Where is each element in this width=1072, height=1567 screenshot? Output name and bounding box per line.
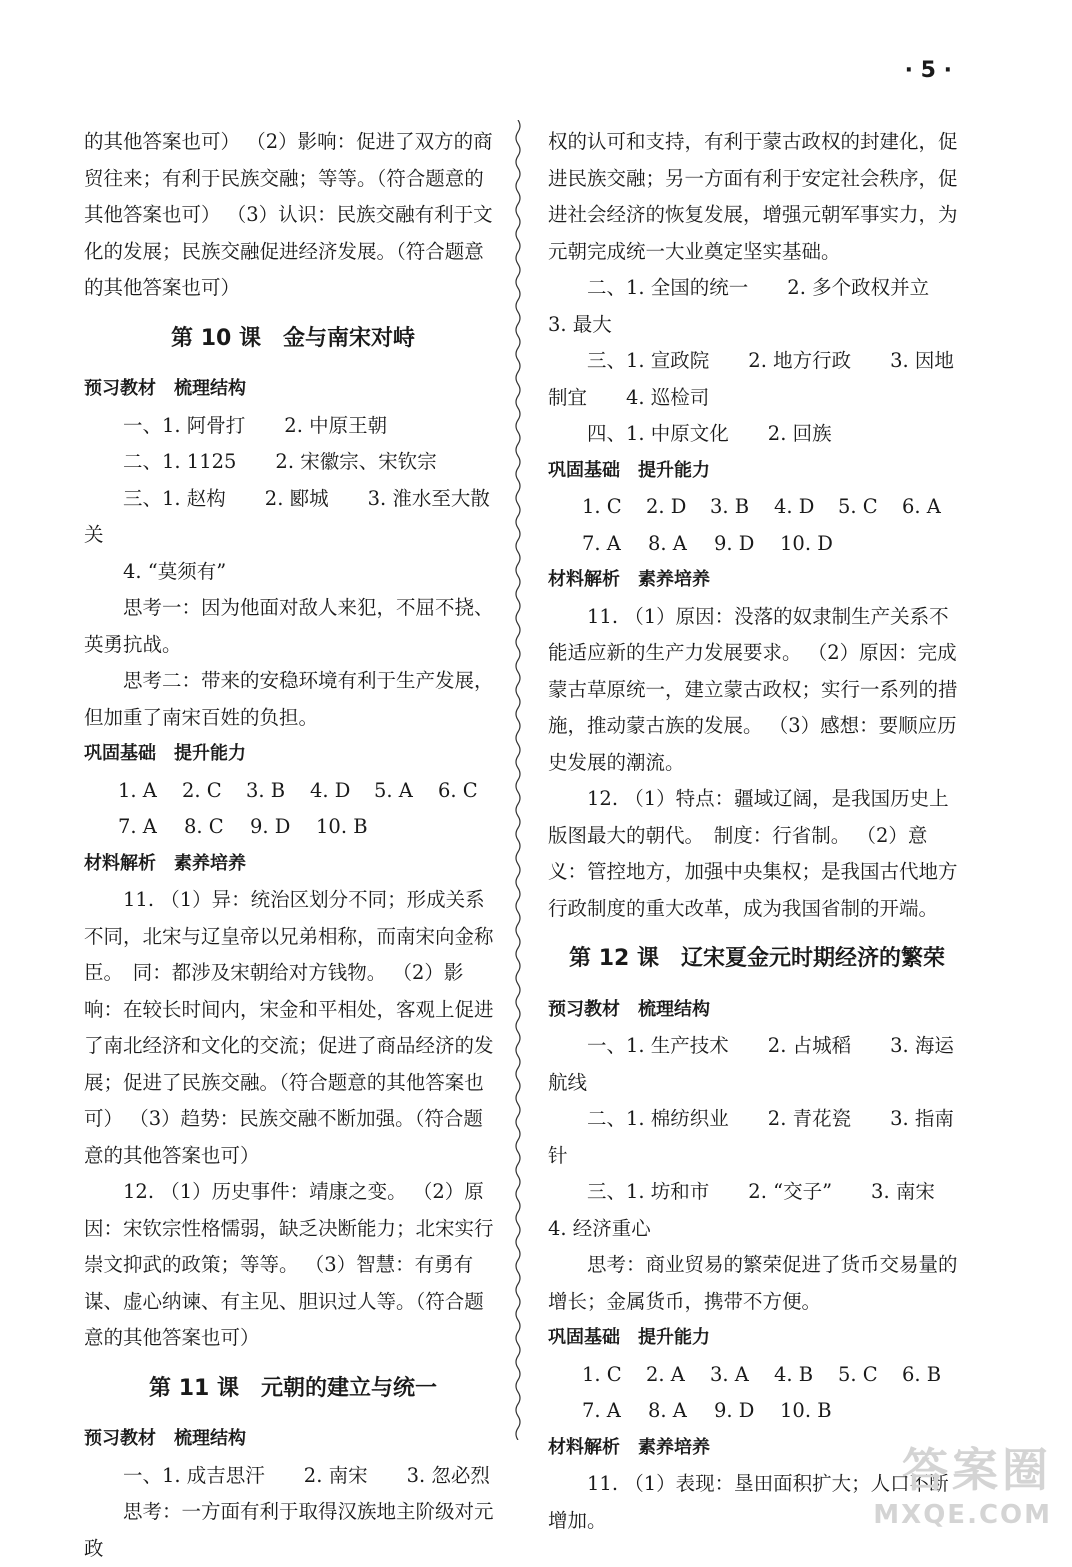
answer-line: 二、1. 1125 2. 宋徽宗、宋钦宗 xyxy=(123,450,437,473)
choice-answer: 5. C xyxy=(838,495,878,518)
section-heading-analysis: 材料解析 素养培养 xyxy=(548,1436,710,1458)
choice-answer: 8. A xyxy=(648,1399,687,1422)
choice-answer: 9. D xyxy=(714,1399,755,1422)
lesson-12-title: 第 12 课 辽宋夏金元时期经济的繁荣 xyxy=(569,946,945,971)
choice-answer: 2. D xyxy=(646,495,687,518)
choice-answer: 10. B xyxy=(316,815,368,838)
section-heading-preview: 预习教材 梳理结构 xyxy=(548,998,710,1020)
section-heading-preview: 预习教材 梳理结构 xyxy=(84,378,246,399)
answer-line: 一、1. 阿骨打 2. 中原王朝 xyxy=(123,413,388,437)
choice-answer: 1. C xyxy=(582,1362,622,1386)
answer-line: 三、1. 坊和市 2. “交子” 3. 南宋 xyxy=(587,1180,935,1203)
question-12-answer: 12. （1）特点：疆域辽阔，是我国历史上版图最大的朝代。 制度：行省制。 （2）意义：管控地方，加强中央集权；是我国古代地方行政制度的重大改革，成为我国省制的开端。 xyxy=(548,787,958,920)
answer-line: 4. “莫须有” xyxy=(123,559,227,583)
choice-answer: 2. C xyxy=(182,778,222,802)
lesson-11-title: 第 11 课 元朝的建立与统一 xyxy=(149,1375,437,1401)
question-12-answer: 12. （1）历史事件：靖康之变。 （2）原因：宋钦宗性格懦弱，缺乏决断能力；北宋实行崇文抑武的政策；等等。 （3）智慧：有勇有谋、虚心纳谏、有主见、胆识过人等。（符合题意的其他答案也可） xyxy=(84,1180,494,1349)
choice-answer: 9. D xyxy=(714,531,755,555)
answer-line: 二、1. 全国的统一 2. 多个政权并立 xyxy=(587,276,930,299)
section-heading-preview: 预习教材 梳理结构 xyxy=(84,1428,246,1449)
choice-answer: 2. A xyxy=(646,1362,685,1386)
choice-answer: 1. A xyxy=(118,778,157,802)
choice-answer: 7. A xyxy=(118,815,157,838)
choice-answer: 6. B xyxy=(902,1362,942,1386)
continued-answer: 的其他答案也可） （2）影响：促进了双方的商贸往来；有利于民族交融；等等。（符合题意的其他答案也可） （3）认识：民族交融有利于文化的发展；民族交融促进经济发展。（符合题意的其他答案也可） xyxy=(84,130,493,299)
thinking-answer: 思考：商业贸易的繁荣促进了货币交易量的增长；金属货币，携带不方便。 xyxy=(548,1253,958,1313)
thinking-answer: 思考二：带来的安稳环境有利于生产发展，但加重了南宋百姓的负担。 xyxy=(84,669,494,729)
thinking-answer: 思考一：因为他面对敌人来犯，不屈不挠、英勇抗战。 xyxy=(84,596,494,656)
choice-answer: 4. B xyxy=(774,1362,814,1386)
answer-line: 三、1. 宣政院 2. 地方行政 3. 因地制宜 4. 巡检司 xyxy=(548,349,954,409)
choice-answer: 10. D xyxy=(780,531,833,555)
choice-answers-row xyxy=(548,489,966,526)
choice-answer: 6. C xyxy=(438,778,478,802)
answer-line: 四、1. 中原文化 2. 回族 xyxy=(587,422,832,445)
column-divider xyxy=(512,120,524,1440)
answer-line: 三、1. 赵构 2. 郾城 3. 淮水至大散关 xyxy=(84,486,490,546)
question-11-answer: 11. （1）表现：垦田面积扩大；人口不断增加。 xyxy=(548,1472,949,1532)
section-heading-analysis: 材料解析 素养培养 xyxy=(84,852,246,874)
choice-answer: 3. B xyxy=(710,495,750,518)
choice-answers-row xyxy=(548,1393,966,1430)
choice-answers-row xyxy=(84,773,502,810)
lesson-10-title: 第 10 课 金与南宋对峙 xyxy=(171,325,415,351)
section-heading-basics: 巩固基础 提升能力 xyxy=(84,743,246,764)
question-11-answer: 11. （1）原因：没落的奴隶制生产关系不能适应新的生产力发展要求。 （2）原因：完成蒙古草原统一，建立蒙古政权；实行一系列的措施，推动蒙古族的发展。 （3）感想：要顺应历史发展的潮流。 xyxy=(548,604,958,774)
watermark-domain: MXQE.COM xyxy=(873,1500,1052,1530)
site-watermark xyxy=(873,1434,1052,1530)
choice-answer: 6. A xyxy=(902,495,941,518)
answer-line: 3. 最大 xyxy=(548,312,612,336)
choice-answer: 4. D xyxy=(774,495,815,518)
choice-answers-row xyxy=(548,526,966,563)
choice-answer: 5. C xyxy=(838,1362,878,1386)
choice-answer: 3. B xyxy=(246,778,286,802)
left-column xyxy=(84,124,502,1567)
section-heading-basics: 巩固基础 提升能力 xyxy=(548,459,710,481)
continued-answer: 权的认可和支持，有利于蒙古政权的封建化，促进民族交融；另一方面有利于安定社会秩序，促进社会经济的恢复发展，增强元朝军事实力，为元朝完成统一大业奠定坚实基础。 xyxy=(548,130,958,263)
watermark-logo-text: 答案圈 xyxy=(902,1443,1052,1497)
choice-answer: 3. A xyxy=(710,1362,749,1386)
choice-answer: 8. C xyxy=(184,815,224,838)
choice-answer: 9. D xyxy=(250,815,291,838)
choice-answer: 1. C xyxy=(582,495,622,518)
answer-line: 一、1. 成吉思汗 2. 南宋 3. 忽必烈 xyxy=(123,1463,490,1487)
choice-answer: 4. D xyxy=(310,778,351,802)
answer-line: 4. 经济重心 xyxy=(548,1216,651,1240)
choice-answer: 8. A xyxy=(648,531,687,555)
choice-answers-row xyxy=(548,1357,966,1394)
answer-line: 二、1. 棉纺织业 2. 青花瓷 3. 指南针 xyxy=(548,1107,954,1167)
section-heading-basics: 巩固基础 提升能力 xyxy=(548,1327,710,1348)
question-11-answer: 11. （1）异：统治区划分不同；形成关系不同，北宋与辽皇帝以兄弟相称，而南宋向金称臣。 同：都涉及宋朝给对方钱物。 （2）影响：在较长时间内，宋金和平相处，客观上促进了南北经济和文化的交流；促进了商品经济的发展；促进了民族交融。（符合题意的其他答案也可） （3）趋势：民族交融不断加强。（符合题意的其他答案也可） xyxy=(84,888,494,1167)
thinking-answer: 思考：一方面有利于取得汉族地主阶级对元政 xyxy=(84,1500,494,1560)
choice-answer: 7. A xyxy=(582,1399,621,1422)
section-heading-analysis: 材料解析 素养培养 xyxy=(548,569,710,590)
right-column xyxy=(548,124,966,1539)
page-number: · 5 · xyxy=(904,58,952,83)
choice-answer: 10. B xyxy=(780,1399,832,1422)
choice-answers-row xyxy=(84,809,502,846)
answer-line: 一、1. 生产技术 2. 占城稻 3. 海运航线 xyxy=(548,1034,954,1094)
choice-answer: 7. A xyxy=(582,531,621,555)
choice-answer: 5. A xyxy=(374,778,413,802)
